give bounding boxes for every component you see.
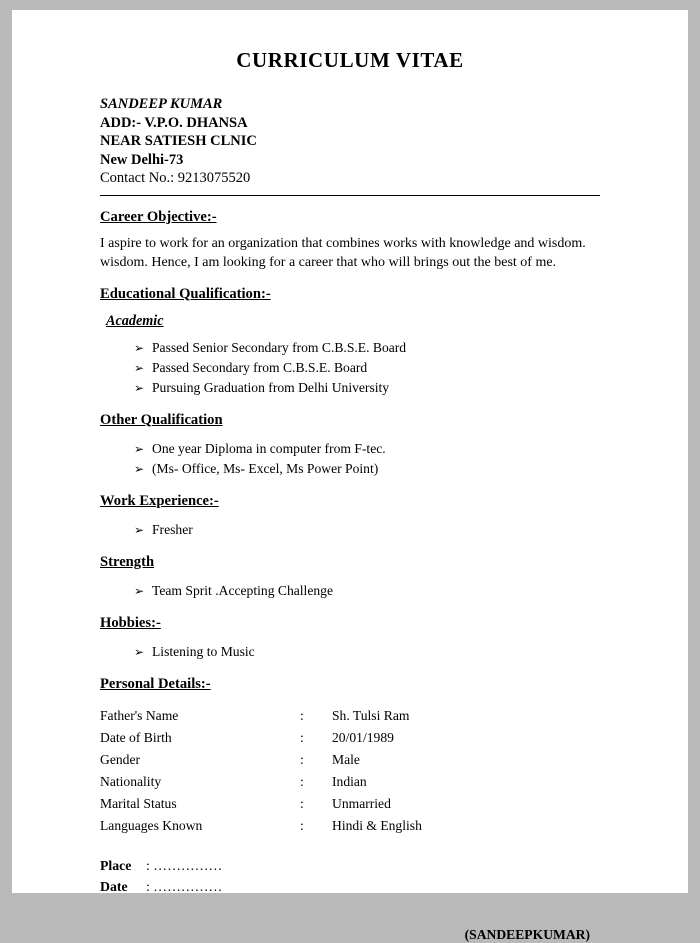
bullet-arrow-icon: ➢ (134, 522, 145, 537)
work-experience-list (100, 520, 600, 540)
hobbies-heading: Hobbies:- (100, 614, 161, 631)
resume-content (100, 48, 600, 942)
bullet-arrow-icon: ➢ (134, 441, 145, 456)
list-item (134, 378, 600, 398)
table-row (100, 793, 572, 815)
table-row (100, 727, 572, 749)
personal-details-heading: Personal Details:- (100, 675, 211, 692)
detail-value: Male (332, 751, 360, 767)
list-item (134, 642, 600, 662)
table-row (100, 771, 572, 793)
detail-colon: : (300, 707, 304, 723)
date-value: : …………… (146, 878, 223, 894)
list-item-text: (Ms- Office, Ms- Excel, Ms Power Point) (152, 460, 379, 476)
list-item (134, 358, 600, 378)
list-item (134, 459, 600, 479)
personal-details-table (100, 705, 572, 837)
list-item (134, 439, 600, 459)
detail-value: Sh. Tulsi Ram (332, 707, 410, 723)
detail-value: Unmarried (332, 795, 391, 811)
bullet-arrow-icon: ➢ (134, 583, 145, 598)
address-line-2: NEAR SATIESH CLNIC (100, 133, 257, 149)
detail-colon: : (300, 773, 304, 789)
list-item (134, 520, 600, 540)
detail-colon: : (300, 795, 304, 811)
detail-colon: : (300, 817, 304, 833)
address-line-3: New Delhi-73 (100, 151, 184, 168)
bullet-arrow-icon: ➢ (134, 461, 145, 476)
list-item (134, 338, 600, 358)
detail-label: Gender (100, 751, 141, 767)
place-label: Place (100, 857, 132, 873)
bullet-arrow-icon: ➢ (134, 360, 145, 375)
candidate-name: SANDEEP KUMAR (100, 96, 223, 112)
detail-label: Marital Status (100, 795, 177, 811)
list-item (134, 581, 600, 601)
career-objective-text: I aspire to work for an organization that combines works with knowledge and wisdom. wisdom. Hence, I am looking for a career that who will brings out the best of me. (100, 235, 586, 270)
educational-qualification-list (100, 338, 600, 398)
bullet-arrow-icon: ➢ (134, 340, 145, 355)
list-item-text: Pursuing Graduation from Delhi University (152, 379, 390, 395)
detail-value: Indian (332, 773, 367, 789)
table-row (100, 749, 572, 771)
bullet-arrow-icon: ➢ (134, 644, 145, 659)
list-item-text: One year Diploma in computer from F-tec. (152, 440, 386, 456)
hobbies-list (100, 642, 600, 662)
page-title: CURRICULUM VITAE (236, 48, 464, 72)
date-label: Date (100, 878, 128, 894)
educational-qualification-heading: Educational Qualification:- (100, 285, 271, 302)
detail-colon: : (300, 729, 304, 745)
detail-label: Father's Name (100, 707, 179, 723)
list-item-text: Fresher (152, 521, 193, 537)
strength-heading: Strength (100, 553, 155, 570)
contact-number: Contact No.: 9213075520 (100, 170, 251, 186)
document-page (12, 10, 688, 942)
place-row (100, 855, 600, 876)
other-qualification-heading: Other Qualification (100, 411, 223, 428)
list-item-text: Listening to Music (152, 643, 255, 659)
list-item-text: Team Sprit .Accepting Challenge (152, 582, 333, 598)
contact-header (100, 95, 600, 188)
table-row (100, 705, 572, 727)
header-divider (100, 195, 600, 196)
detail-value: Hindi & English (332, 817, 422, 833)
detail-label: Languages Known (100, 817, 203, 833)
place-date-block (100, 855, 600, 897)
address-line-1: ADD:- V.P.O. DHANSA (100, 114, 248, 131)
other-qualification-list (100, 439, 600, 479)
detail-value: 20/01/1989 (332, 729, 394, 745)
work-experience-heading: Work Experience:- (100, 492, 219, 509)
signature-line: (SANDEEPKUMAR) (464, 926, 590, 942)
bullet-arrow-icon: ➢ (134, 380, 145, 395)
table-row (100, 815, 572, 837)
place-value: : …………… (146, 857, 223, 873)
detail-colon: : (300, 751, 304, 767)
date-row (100, 876, 600, 897)
detail-label: Nationality (100, 773, 162, 789)
list-item-text: Passed Senior Secondary from C.B.S.E. Board (152, 339, 407, 355)
career-objective-heading: Career Objective:- (100, 208, 217, 225)
detail-label: Date of Birth (100, 729, 172, 745)
strength-list (100, 581, 600, 601)
academic-subheading: Academic (106, 312, 164, 329)
list-item-text: Passed Secondary from C.B.S.E. Board (152, 359, 368, 375)
